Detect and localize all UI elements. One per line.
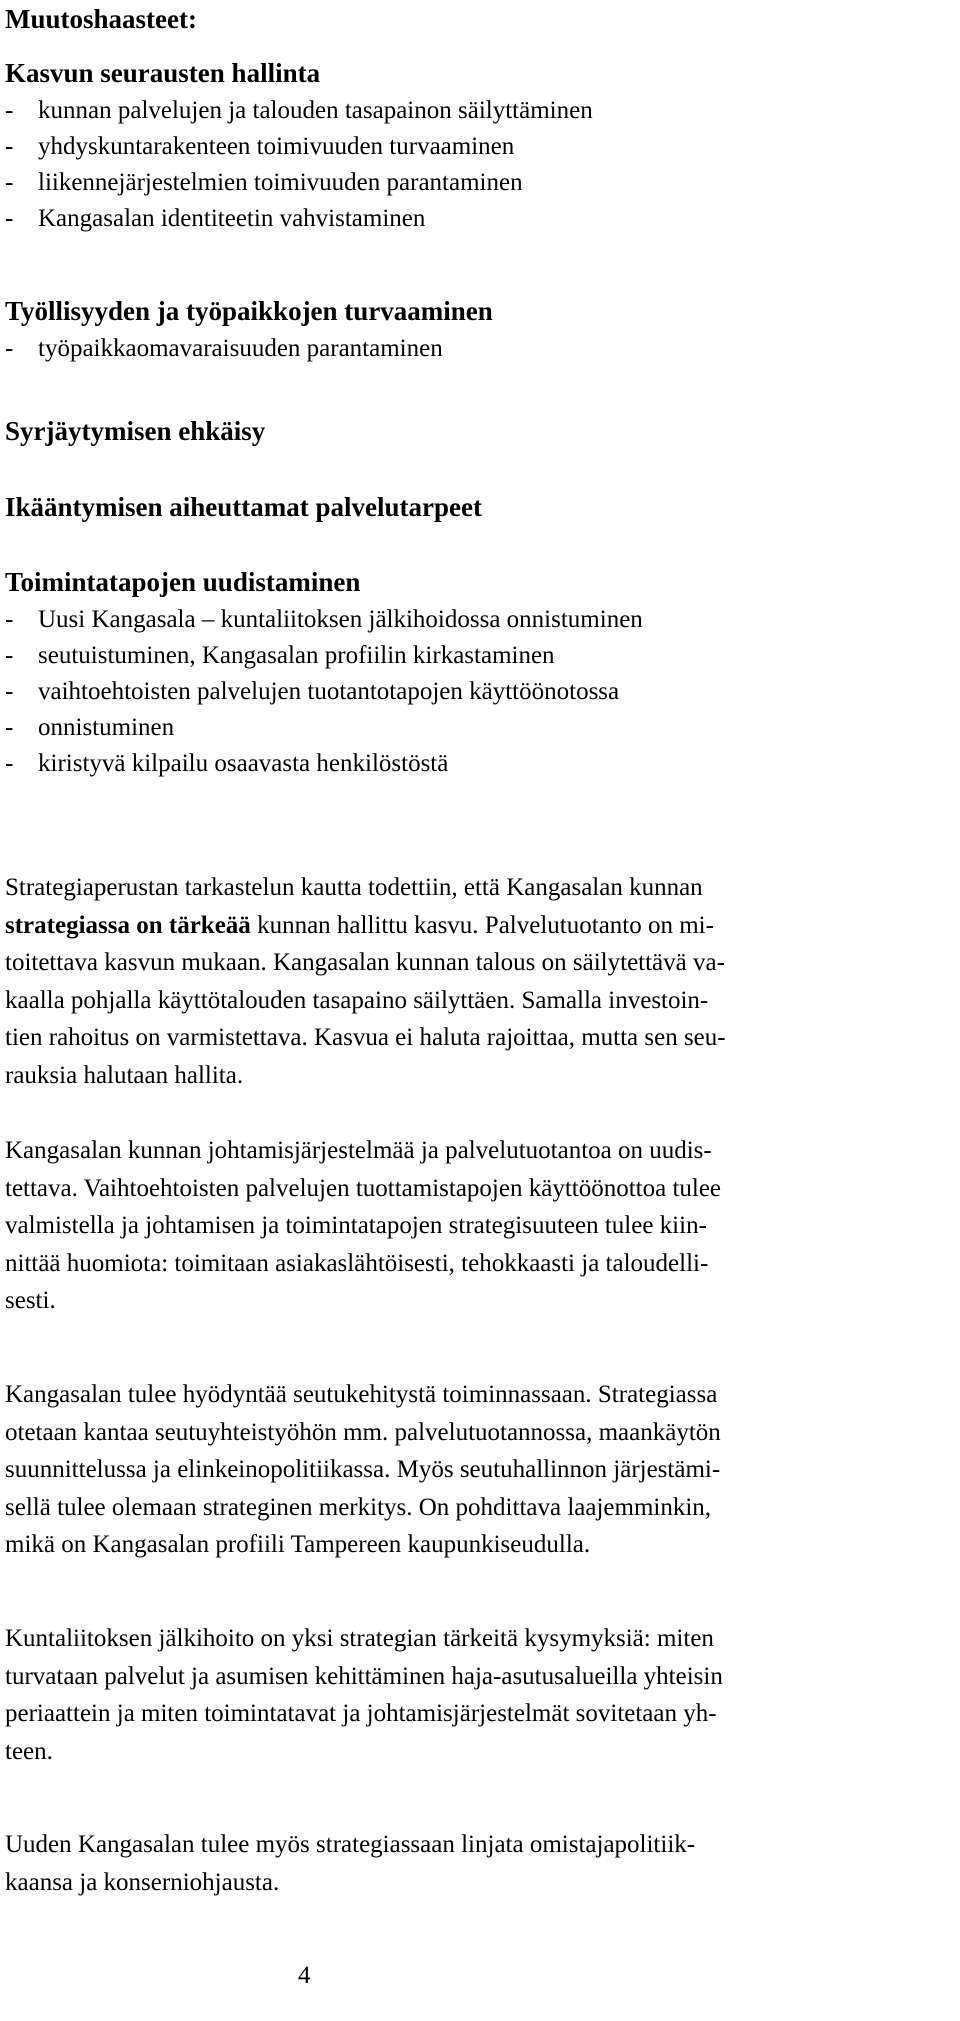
section-ageing bbox=[5, 490, 940, 525]
text-run: kunnan hallittu kasvu. Palvelutuotanto on mi- bbox=[250, 911, 714, 939]
text-line: mikä on Kangasalan profiili Tampereen kaupunkiseudulla. bbox=[5, 1531, 591, 1558]
text-line: toitettava kasvun mukaan. Kangasalan kunnan talous on säilytettävä va- bbox=[5, 949, 725, 976]
text-line: rauksia halutaan hallita. bbox=[5, 1061, 244, 1089]
section-title: Ikääntymisen aiheuttamat palvelutarpeet bbox=[5, 492, 482, 522]
list-item bbox=[5, 710, 940, 746]
text-line: sesti. bbox=[5, 1287, 56, 1314]
dash-marker: - bbox=[5, 750, 14, 777]
list-item bbox=[5, 638, 940, 674]
section-employment bbox=[5, 294, 940, 367]
dash-marker: - bbox=[5, 714, 14, 741]
paragraph-management bbox=[5, 1132, 940, 1320]
section-renewal bbox=[5, 565, 940, 782]
text-line: turvataan palvelut ja asumisen kehittäminen haja-asutusalueilla yhteisin bbox=[5, 1662, 723, 1690]
bullet-list bbox=[5, 93, 940, 237]
bullet-list bbox=[5, 602, 940, 782]
dash-marker: - bbox=[5, 335, 14, 362]
text-line: kaansa ja konserniohjausta. bbox=[5, 1868, 280, 1896]
list-item-text: yhdyskuntarakenteen toimivuuden turvaaminen bbox=[38, 133, 515, 160]
paragraph-regional bbox=[5, 1376, 940, 1564]
dash-marker: - bbox=[5, 678, 14, 705]
list-item bbox=[5, 674, 940, 710]
text-line: tettava. Vaihtoehtoisten palvelujen tuottamistapojen käyttöönottoa tulee bbox=[5, 1174, 722, 1202]
list-item-text: kiristyvä kilpailu osaavasta henkilöstöstä bbox=[38, 750, 449, 777]
paragraph-strategy-basis bbox=[5, 869, 940, 1094]
text-line: tien rahoitus on varmistettava. Kasvua ei haluta rajoittaa, mutta sen seu- bbox=[5, 1024, 726, 1051]
text-line: nittää huomiota: toimitaan asiakaslähtöisesti, tehokkaasti ja taloudelli- bbox=[5, 1249, 709, 1277]
text-line: sellä tulee olemaan strateginen merkitys. On pohdittava laajemminkin, bbox=[5, 1493, 712, 1521]
list-item bbox=[5, 602, 940, 638]
dash-marker: - bbox=[5, 606, 14, 633]
page-number: 4 bbox=[298, 1962, 311, 1989]
emphasis-text: strategiassa on tärkeää bbox=[5, 911, 251, 939]
dash-marker: - bbox=[5, 642, 14, 669]
section-exclusion bbox=[5, 414, 940, 449]
text-line: kaalla pohjalla käyttötalouden tasapaino säilyttäen. Samalla investoin- bbox=[5, 986, 709, 1014]
text-line bbox=[5, 907, 940, 945]
section-title: Kasvun seurausten hallinta bbox=[5, 58, 321, 88]
text-line: Strategiaperustan tarkastelun kautta todettiin, että Kangasalan kunnan bbox=[5, 874, 703, 901]
list-item-text: vaihtoehtoisten palvelujen tuotantotapojen käyttöönotossa bbox=[38, 678, 620, 705]
list-item-text: Uusi Kangasala – kuntaliitoksen jälkihoidossa onnistuminen bbox=[38, 606, 643, 633]
list-item bbox=[5, 129, 940, 165]
dash-marker: - bbox=[5, 97, 14, 124]
list-item-text: Kangasalan identiteetin vahvistaminen bbox=[38, 205, 426, 232]
text-line: Uuden Kangasalan tulee myös strategiassaan linjata omistajapolitiik- bbox=[5, 1831, 696, 1858]
text-line: periaattein ja miten toimintatavat ja johtamisjärjestelmät sovitetaan yh- bbox=[5, 1700, 717, 1727]
list-item-text: kunnan palvelujen ja talouden tasapainon säilyttäminen bbox=[38, 97, 593, 124]
paragraph-ownership bbox=[5, 1826, 940, 1901]
section-growth bbox=[5, 56, 940, 237]
document-heading: Muutoshaasteet: bbox=[5, 4, 197, 34]
list-item-text: seutuistuminen, Kangasalan profiilin kirkastaminen bbox=[38, 642, 555, 669]
paragraph-merger bbox=[5, 1620, 940, 1770]
text-line: valmistella ja johtamisen ja toimintatapojen strategisuuteen tulee kiin- bbox=[5, 1212, 707, 1239]
list-item bbox=[5, 93, 940, 129]
text-line: teen. bbox=[5, 1737, 53, 1765]
section-title: Työllisyyden ja työpaikkojen turvaaminen bbox=[5, 296, 493, 326]
dash-marker: - bbox=[5, 169, 14, 196]
section-title: Syrjäytymisen ehkäisy bbox=[5, 416, 266, 446]
text-line: Kangasalan kunnan johtamisjärjestelmää ja palvelutuotantoa on uudis- bbox=[5, 1137, 712, 1164]
dash-marker: - bbox=[5, 133, 14, 160]
section-title: Toimintatapojen uudistaminen bbox=[5, 567, 361, 597]
list-item bbox=[5, 201, 940, 237]
list-item-text: onnistuminen bbox=[38, 714, 175, 741]
list-item bbox=[5, 331, 940, 367]
text-line: Kuntaliitoksen jälkihoito on yksi strategian tärkeitä kysymyksiä: miten bbox=[5, 1625, 714, 1652]
text-line: suunnittelussa ja elinkeinopolitiikassa. Myös seutuhallinnon järjestämi- bbox=[5, 1456, 721, 1483]
text-line: Kangasalan tulee hyödyntää seutukehitystä toiminnassaan. Strategiassa bbox=[5, 1381, 718, 1408]
list-item bbox=[5, 746, 940, 782]
bullet-list bbox=[5, 331, 940, 367]
list-item-text: työpaikkaomavaraisuuden parantaminen bbox=[38, 335, 443, 362]
list-item bbox=[5, 165, 940, 201]
list-item-text: liikennejärjestelmien toimivuuden parantaminen bbox=[38, 169, 523, 196]
text-line: otetaan kantaa seutuyhteistyöhön mm. palvelutuotannossa, maankäytön bbox=[5, 1418, 721, 1446]
dash-marker: - bbox=[5, 205, 14, 232]
